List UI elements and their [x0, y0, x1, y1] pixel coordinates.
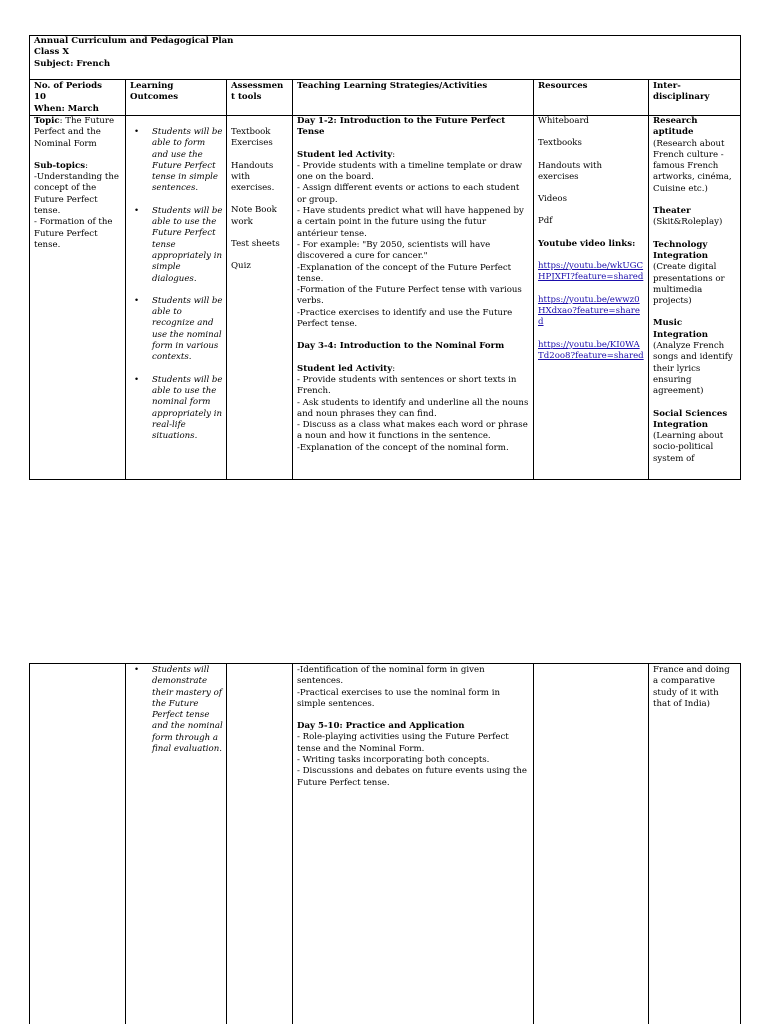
outcome-item: • Students will demonstrate their mastery of the Future Perfect tense and the nominal form through a final evaluation.: [130, 665, 224, 755]
student-led-label: Student led Activity:: [297, 149, 396, 160]
outcomes-cell-cont: [126, 665, 226, 766]
column-divider: [648, 664, 649, 1024]
inter-text: (Learning about socio-political system of: [653, 431, 724, 464]
column-divider: [533, 664, 534, 1024]
strategies-cell-cont: [293, 665, 533, 789]
resource-item: Pdf: [538, 216, 553, 227]
inter-title: Theater: [653, 206, 691, 217]
plan-header: [30, 36, 740, 80]
assessment-item: Quiz: [231, 261, 251, 272]
activity-line: -Practice exercises to identify and use the Future Perfect tense.: [297, 307, 513, 330]
subtopics-label: Sub-topics:: [34, 160, 88, 171]
activity-line: - Writing tasks incorporating both concepts.: [297, 755, 490, 766]
activity-line: - For example: "By 2050, scientists will have discovered a cure for cancer.": [297, 239, 491, 262]
plan-class: Class X: [34, 47, 70, 58]
col-header-periods: No. of Periods 10 When: March: [34, 81, 102, 114]
topic-text: Topic: The Future Perfect and the Nominal Form: [34, 116, 115, 149]
inter-text: (Research about French culture - famous French artworks, cinéma, Cuisine etc.): [653, 138, 732, 194]
activity-line: - Provide students with sentences or short texts in French.: [297, 374, 517, 397]
inter-text: (Skit&Roleplay): [653, 217, 723, 228]
plan-subject: Subject: French: [34, 58, 111, 69]
activity-line: - Role-playing activities using the Future Perfect tense and the Nominal Form.: [297, 732, 509, 754]
col-header-outcomes: Learning Outcomes: [130, 81, 179, 103]
youtube-link[interactable]: https://youtu.be/KI0WATd2oo8?feature=shared: [538, 339, 644, 361]
resource-item: Handouts with exercises: [538, 160, 603, 182]
student-led-label: Student led Activity:: [297, 363, 396, 374]
topic-cell: [30, 116, 125, 251]
col-header-strategies: Teaching Learning Strategies/Activities: [297, 81, 488, 91]
activity-line: -Identification of the nominal form in given sentences.: [297, 665, 485, 687]
outcome-item: • Students will be able to recognize and use the nominal form in various contexts.: [130, 296, 224, 364]
day34-title: Day 3-4: Introduction to the Nominal Form: [297, 341, 505, 352]
interdisciplinary-cell-cont: [649, 665, 741, 710]
strategies-cell: [293, 116, 533, 454]
inter-title: Research aptitude: [653, 116, 698, 138]
youtube-label: Youtube video links:: [538, 238, 636, 249]
subtopic-item: -Understanding the concept of the Future Perfect tense.: [34, 172, 119, 217]
activity-line: - Ask students to identify and underline all the nouns and noun phrases they can find.: [297, 397, 529, 419]
resources-cell: [534, 116, 648, 362]
inter-text: (Analyze French songs and identify their lyrics ensuring agreement): [653, 341, 733, 397]
col-header-interdisciplinary: Inter- disciplinary: [653, 81, 710, 103]
outcome-item: • Students will be able to use the Future Perfect tense appropriately in simple dialogues.: [130, 206, 224, 285]
assessment-cell: [227, 127, 293, 273]
activity-line: - Discussions and debates on future events using the Future Perfect tense.: [297, 766, 527, 788]
youtube-link[interactable]: https://youtu.be/wkUGCHPJXFI?feature=shared: [538, 261, 644, 283]
inter-title: Social Sciences Integration: [653, 408, 728, 430]
outcome-item: • Students will be able to use the nominal form appropriately in real-life situations.: [130, 375, 224, 443]
curriculum-table-part2: [29, 663, 741, 1024]
day12-title: Day 1-2: Introduction to the Future Perfect Tense: [297, 116, 506, 138]
assessment-item: Textbook Exercises: [231, 127, 273, 149]
day510-title: Day 5-10: Practice and Application: [297, 721, 465, 732]
youtube-link[interactable]: https://youtu.be/ewwz0HXdxao?feature=shared: [538, 294, 640, 328]
inter-title: Technology Integration: [653, 239, 709, 261]
resource-item: Whiteboard: [538, 116, 590, 126]
inter-title: Music Integration: [653, 318, 709, 340]
plan-title: Annual Curriculum and Pedagogical Plan: [34, 36, 234, 46]
column-divider: [226, 664, 227, 1024]
activity-line: -Formation of the Future Perfect tense with various verbs.: [297, 285, 522, 307]
outcomes-cell: [126, 127, 226, 453]
activity-line: -Explanation of the concept of the nominal form.: [297, 442, 509, 453]
inter-text: (Create digital presentations or multimedia projects): [653, 262, 725, 307]
outcome-item: • Students will be able to form and use the Future Perfect tense in simple sentences.: [130, 127, 224, 195]
assessment-item: Handouts with exercises.: [231, 160, 275, 194]
subtopic-item: - Formation of the Future Perfect tense.: [34, 217, 113, 250]
assessment-item: Test sheets: [231, 239, 280, 250]
interdisciplinary-cell: [649, 116, 741, 465]
activity-line: - Assign different events or actions to each student or group.: [297, 183, 520, 205]
col-header-resources: Resources: [538, 81, 588, 91]
activity-line: - Have students predict what will have happened by a certain point in the future using the futur antérieur tense.: [297, 206, 524, 239]
resource-item: Textbooks: [538, 138, 582, 149]
activity-line: - Discuss as a class what makes each word or phrase a noun and how it functions in the sentence.: [297, 420, 528, 442]
curriculum-table-part1: [29, 35, 741, 480]
resource-item: Videos: [538, 194, 567, 205]
col-header-assessment: Assessmen t tools: [231, 81, 284, 103]
inter-text: France and doing a comparative study of it with that of India): [653, 665, 730, 709]
activity-line: -Explanation of the concept of the Future Perfect tense.: [297, 262, 512, 284]
activity-line: -Practical exercises to use the nominal form in simple sentences.: [297, 687, 500, 709]
assessment-item: Note Book work: [231, 205, 277, 227]
activity-line: - Provide students with a timeline template or draw one on the board.: [297, 160, 523, 183]
